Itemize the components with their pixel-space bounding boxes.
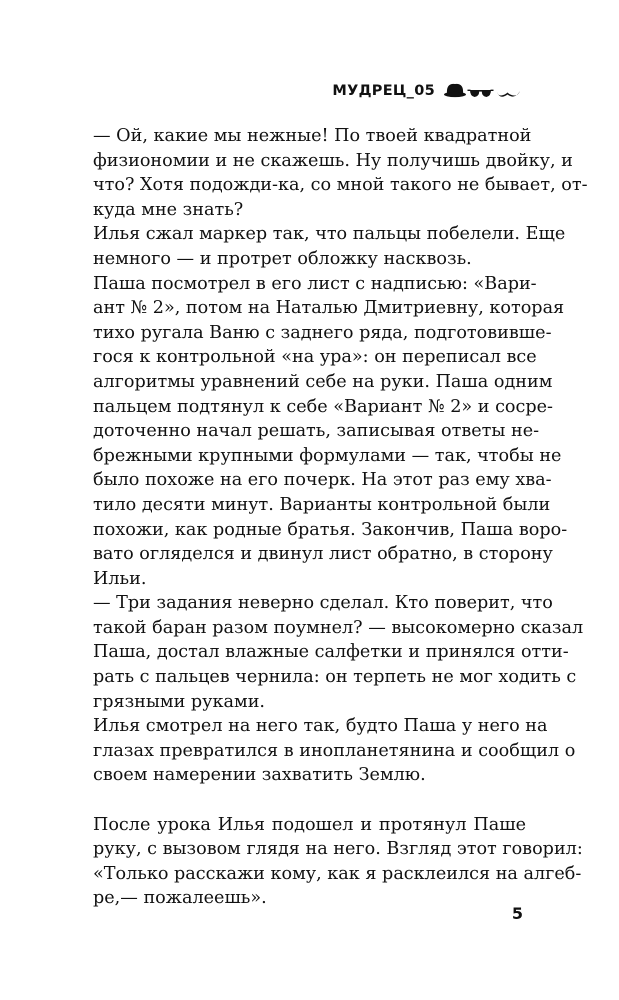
text-line: физиономии и не скажешь. Ну получишь двойку, и bbox=[93, 150, 573, 171]
text-line: своем намерении захватить Землю. bbox=[93, 765, 426, 786]
text-line: Паша, достал влажные салфетки и принялся отти- bbox=[93, 642, 569, 663]
text-line: пальцем подтянул к себе «Вариант № 2» и сосре- bbox=[93, 396, 553, 417]
text-line: гося к контрольной «на ура»: он переписал все bbox=[93, 347, 537, 368]
text-line: было похоже на его почерк. На этот раз ему хва- bbox=[93, 470, 552, 491]
paragraph bbox=[93, 124, 588, 222]
text-line: Паша посмотрел в его лист с надписью: «Вари- bbox=[93, 273, 537, 294]
text-line: тило десяти минут. Варианты контрольной были bbox=[93, 494, 551, 515]
running-title: МУДРЕЦ_05 bbox=[332, 83, 435, 99]
paragraph bbox=[93, 813, 583, 911]
text-line: куда мне знать? bbox=[93, 199, 244, 220]
text-line: грязными руками. bbox=[93, 691, 266, 712]
text-line: Илья сжал маркер так, что пальцы побелели. Еще bbox=[93, 224, 566, 245]
text-line: похожи, как родные братья. Закончив, Паша воро- bbox=[93, 519, 568, 540]
emblem bbox=[443, 80, 523, 102]
text-line: ант № 2», потом на Наталью Дмитриевну, которая bbox=[93, 298, 565, 319]
paragraph bbox=[93, 272, 568, 592]
text-line: — Три задания неверно сделал. Кто поверит, что bbox=[93, 593, 553, 614]
body-text bbox=[93, 124, 588, 911]
glasses-icon bbox=[468, 90, 494, 97]
section-break bbox=[93, 788, 526, 813]
text-line: глазах превратился в инопланетянина и сообщил о bbox=[93, 740, 576, 761]
text-line: вато огляделся и двинул лист обратно, в сторону bbox=[93, 544, 553, 565]
text-line: После урока Илья подошел и протянул Паше bbox=[93, 814, 526, 835]
text-line: что? Хотя подожди-ка, со мной такого не бывает, от- bbox=[93, 175, 588, 196]
mustache-icon bbox=[497, 91, 520, 97]
paragraph bbox=[93, 222, 566, 271]
text-line: руку, с вызовом глядя на него. Взгляд этот говорил: bbox=[93, 839, 583, 860]
text-line: рать с пальцев чернила: он терпеть не мог ходить с bbox=[93, 667, 577, 688]
text-line: такой баран разом поумнел? — высокомерно сказал bbox=[93, 617, 584, 638]
running-head bbox=[332, 80, 523, 102]
text-line: алгоритмы уравнений себе на руки. Паша одним bbox=[93, 371, 553, 392]
text-line: Илья смотрел на него так, будто Паша у него на bbox=[93, 716, 548, 737]
text-line: тихо ругала Ваню с заднего ряда, подготовивше- bbox=[93, 322, 552, 343]
text-line: доточенно начал решать, записывая ответы не- bbox=[93, 421, 540, 442]
text-line: «Только расскажи кому, как я расклеился на алгеб- bbox=[93, 863, 582, 884]
paragraph bbox=[93, 591, 584, 714]
paragraph bbox=[93, 714, 576, 788]
text-line: брежными крупными формулами — так, чтобы не bbox=[93, 445, 562, 466]
text-line: Ильи. bbox=[93, 568, 147, 589]
text-line: немного — и протрет обложку насквозь. bbox=[93, 248, 472, 269]
text-line: — Ой, какие мы нежные! По твоей квадратной bbox=[93, 126, 532, 146]
hat-icon bbox=[444, 84, 466, 97]
page-number: 5 bbox=[511, 904, 523, 923]
text-line: ре,— пожалеешь». bbox=[93, 888, 267, 909]
